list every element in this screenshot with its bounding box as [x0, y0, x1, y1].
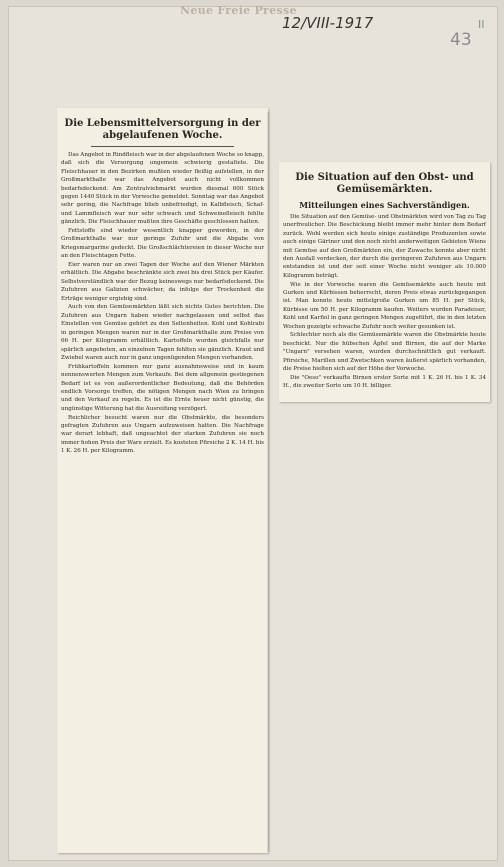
left-paragraph: Auch von den Gemüsemärkten läßt sich nichts Gutes berichten. Die Zufuhren aus Ungarn haben wieder nachgelassen und selbst das Einstellen von Gemüse gehört zu den Seltenheiten. Kohl und Kohlrabi in geringen Mengen waren nur in der Großmarkthalle zum Preise von 66 H. per Kilogramm erhältlich. Kartoffeln wurden gleichfalls nur spärlich angeboten, an einzelnen Tagen fehlten sie gänzlich. Kraut und Zwiebel waren auch nur in ganz ungenügenden Mengen vorhanden. [61, 304, 264, 361]
right-paragraph: Schlechter noch als die Gemüsemärkte waren die Obstmärkte heute beschickt. Nur die hübschen Äpfel und Birnen, die auf der Marke "Ungarn" versehen waren, wurden durchschnittlich gut verkauft. Pfirsiche, Marillen und Zwetschken waren äußerst spärlich vorhanden, die Preise hielten sich auf der Höhe der Vorwoche. [283, 332, 486, 373]
left-paragraph: Reichlicher besucht waren nur die Obstmärkte, die besonders gefragten Zufuhren aus Ungarn aufzuweisen hatten. Die Nachfrage war derart lebhaft, daß ungeachtet der starken Zufuhren sie noch immer hohen Preis der Ware erzielt. Es kosteten Pfirsiche 2 K. 14 H. bis 1 K. 26 H. per Kilogramm. [61, 414, 264, 455]
clipping-shadow [267, 112, 271, 852]
handwritten-mark: II [478, 18, 485, 31]
left-paragraph: Eier waren nur an zwei Tagen der Woche auf den Wiener Märkten erhältlich. Die Abgabe beschränkte sich zwei bis drei Stück per Käufer. Selbstverständlich war der Bezug keineswegs nur bedarfsdeckend. Die Zufuhren aus Galizien schwächer, da infolge der Trockenheit die Erträge weniger ergiebig sind. [61, 262, 264, 302]
left-clipping [57, 108, 268, 853]
newspaper-masthead: Neue Freie Presse [180, 4, 297, 17]
right-paragraph: Wie in der Vorwoche waren die Gemüsemärkte auch heute mit Gurken und Kürbissen beherrscht, deren Preis etwas zurückgegangen ist. Man konnte heute mittelgroße Gurken um 85 H. per Stück, Kürbisse um 50 H. per Kilogramm kaufen. Weiters wurden Paradeiser, Kohl und Karfiol in ganz geringen Mengen zugeführt, die in den letzten Wochen gezeigte schwache Zufuhr noch weiter gesunken ist. [283, 281, 486, 330]
right-paragraph: Die Situation auf den Gemüse- und Obstmärkten wird von Tag zu Tag unerfreulicher. Die Beschickung bleibt immer mehr hinter dem Bedarf zurück. Wohl werden sich heute einige zuständige Produzenten sowie auch einige Gärtner und den noch nicht anderweitigen Gebieten Wiens mit Gemüse auf den Großmärkten ein, der Zuwachs konnte aber nicht den Ausfall verdecken, der durch die geringeren Zufuhren aus Ungarn entstanden ist und der seit einer Woche nicht weniger als 10.000 Kilogramm beträgt. [283, 214, 486, 279]
right-paragraph: Die "Oeso" verkaufte Birnen erster Sorte mit 1 K. 26 H. bis 1 K. 34 H., die zweiter Sorte um 10 H. billiger. [283, 374, 486, 390]
left-paragraph: Das Angebot in Rindfleisch war in der abgelaufenen Woche so knapp, daß sich die Versorgung ungemein schwierig gestaltete. Die Fleischhauer in den Bezirken mußten wieder fleißig aufstellen, in der Großmarkthalle war das Angebot auch nicht vollkommen bedarfsdeckend. Am Zentralviehmarkt wurden diesmal 600 Stück gegen 1440 Stück in der Vorwoche gemeldet. Sonntag war das Angebot sehr gering, die Nachfrage blieb unbefriedigt, in Kalbfleisch, Schaf- und Lammfleisch war nur sehr schwach und Schweinefleisch fehlte gänzlich. Die Fleischhauer mußten ihre Geschäfte geschlossen halten. [61, 152, 264, 226]
right-article-title: Die Situation auf den Obst- und Gemüsemärkten. [295, 172, 474, 195]
left-article-title: Die Lebensmittelversorgung in der abgelaufenen Woche. [64, 118, 261, 141]
left-paragraph: Frühkartoffeln kommen nur ganz ausnahmsweise und in kaum nennenswerten Mengen zum Verkaufe. Bei dem allgemein gestiegenen Bedarf ist es von außerordentlicher Bedeutung, daß die Behörden endlich Vorsorge treffen, die nötigen Mengen nach Wien zu bringen und den Verkauf zu regeln. Es ist die Ernte heuer nicht günstig, die ungünstige Witterung hat die Ausreifung verzögert. [61, 363, 264, 412]
right-article-subtitle: Mitteilungen eines Sachverständigen. [299, 200, 470, 210]
right-clipping [279, 162, 490, 402]
left-paragraph: Fettstoffe sind wieder wesentlich knapper geworden, in der Großmarkthalle war nur geringe Zufuhr und die Abgabe von Kriegsmargarine gedeckt. Die Großschlächtereien in dieser Woche nur an den Fleischtagen Fette. [61, 228, 264, 260]
title-rule [91, 146, 234, 147]
handwritten-date: 12/VIII-1917 [282, 14, 374, 32]
handwritten-number: 43 [450, 30, 472, 50]
